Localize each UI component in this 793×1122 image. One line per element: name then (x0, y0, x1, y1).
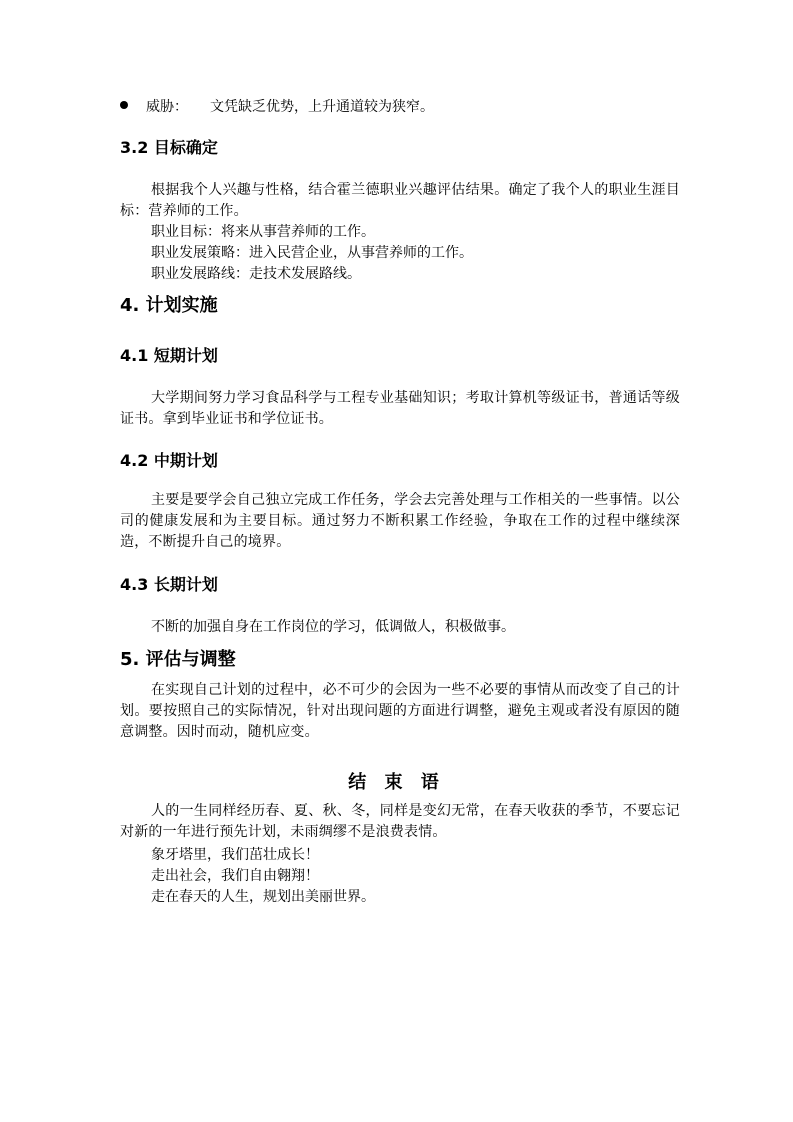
conclusion-line-1: 象牙塔里，我们茁壮成长！ (151, 847, 319, 863)
bullet-icon (120, 101, 128, 109)
section-4-heading: 4. 计划实施 (120, 295, 218, 316)
threat-text: 文凭缺乏优势，上升通道较为狭窄。 (210, 99, 434, 115)
conclusion-line-2: 走出社会，我们自由翱翔！ (151, 868, 319, 884)
threat-bullet (120, 97, 434, 118)
conclusion-paragraph: 人的一生同样经历春、夏、秋、冬，同样是变幻无常，在春天收获的季节，不要忘记对新的一年进行预先计划，未雨绸缪不是浪费表情。 (120, 803, 680, 840)
section-5-paragraph: 在实现自己计划的过程中，必不可少的会因为一些不必要的事情从而改变了自己的计划。要按照自己的实际情况，针对出现问题的方面进行调整，避免主观或者没有原因的随意调整。因时而动，随机应变。 (120, 682, 680, 740)
section-3-2-paragraph: 根据我个人兴趣与性格，结合霍兰德职业兴趣评估结果。确定了我个人的职业生涯目标：营养师的工作。 (120, 182, 680, 219)
section-5-heading: 5. 评估与调整 (120, 649, 236, 670)
conclusion-line-3: 走在春天的人生，规划出美丽世界。 (151, 889, 375, 905)
conclusion-title: 结 束 语 (348, 772, 445, 793)
career-goal-line: 职业目标：将来从事营养师的工作。 (151, 224, 375, 240)
section-3-2-heading: 3.2 目标确定 (120, 138, 218, 157)
section-4-2-heading: 4.2 中期计划 (120, 451, 218, 470)
section-4-1-paragraph: 大学期间努力学习食品科学与工程专业基础知识；考取计算机等级证书，普通话等级证书。拿到毕业证书和学位证书。 (120, 390, 680, 427)
section-4-2-paragraph: 主要是要学会自己独立完成工作任务，学会去完善处理与工作相关的一些事情。以公司的健康发展和为主要目标。通过努力不断积累工作经验，争取在工作的过程中继续深造，不断提升自己的境界。 (120, 492, 680, 550)
threat-label: 威胁： (146, 99, 188, 115)
section-4-3-heading: 4.3 长期计划 (120, 575, 218, 594)
career-route-line: 职业发展路线：走技术发展路线。 (151, 266, 361, 282)
career-strategy-line: 职业发展策略：进入民营企业，从事营养师的工作。 (151, 245, 473, 261)
section-4-3-paragraph: 不断的加强自身在工作岗位的学习，低调做人，积极做事。 (151, 619, 515, 635)
section-4-1-heading: 4.1 短期计划 (120, 346, 218, 365)
